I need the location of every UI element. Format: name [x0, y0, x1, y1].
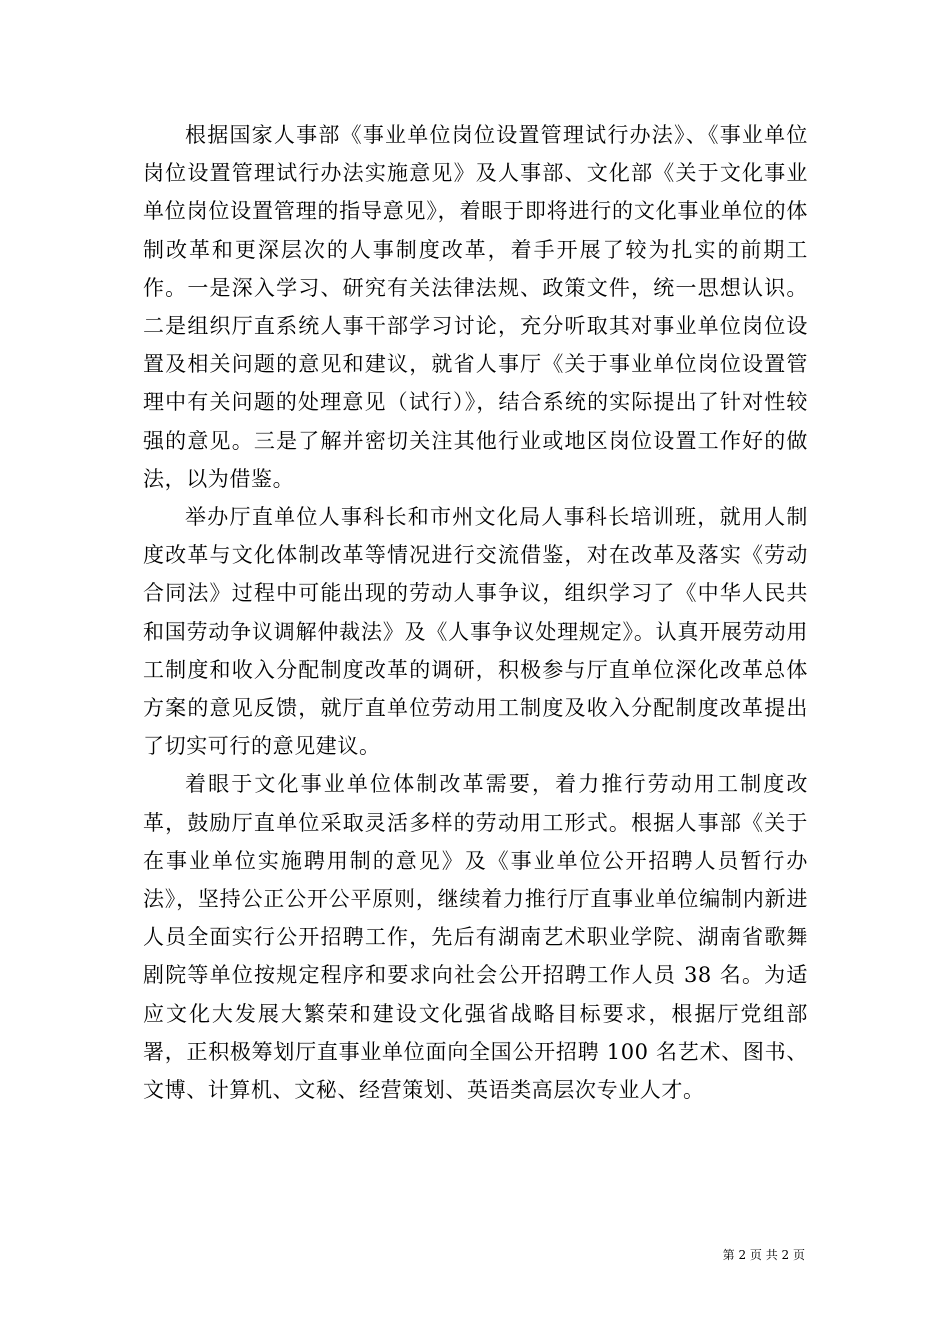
- paragraph-3: 着眼于文化事业单位体制改革需要，着力推行劳动用工制度改革，鼓励厅直单位采取灵活多样的劳动用工形式。根据人事部《关于在事业单位实施聘用制的意见》及《事业单位公开招聘人员暂行办法》，坚持公正公开公平原则，继续着力推行厅直事业单位编制内新进人员全面实行公开招聘工作，先后有湖南艺术职业学院、湖南省歌舞剧院等单位按规定程序和要求向社会公开招聘工作人员 38 名。为适应文化大发展大繁荣和建设文化强省战略目标要求，根据厅党组部署，正积极筹划厅直事业单位面向全国公开招聘 100 名艺术、图书、文博、计算机、文秘、经营策划、英语类高层次专业人才。: [143, 772, 808, 1103]
- paragraph-2: 举办厅直单位人事科长和市州文化局人事科长培训班，就用人制度改革与文化体制改革等情况进行交流借鉴，对在改革及落实《劳动合同法》过程中可能出现的劳动人事争议，组织学习了《中华人民共和国劳动争议调解仲裁法》及《人事争议处理规定》。认真开展劳动用工制度和收入分配制度改革的调研，积极参与厅直单位深化改革总体方案的意见反馈，就厅直单位劳动用工制度及收入分配制度改革提出了切实可行的意见建议。: [143, 505, 808, 759]
- page-number-footer: 第 2 页 共 2 页: [722, 1248, 805, 1262]
- paragraph-1: 根据国家人事部《事业单位岗位设置管理试行办法》、《事业单位岗位设置管理试行办法实施意见》及人事部、文化部《关于文化事业单位岗位设置管理的指导意见》，着眼于即将进行的文化事业单位的体制改革和更深层次的人事制度改革，着手开展了较为扎实的前期工作。一是深入学习、研究有关法律法规、政策文件，统一思想认识。二是组织厅直系统人事干部学习讨论，充分听取其对事业单位岗位设置及相关问题的意见和建议，就省人事厅《关于事业单位岗位设置管理中有关问题的处理意见（试行）》，结合系统的实际提出了针对性较强的意见。三是了解并密切关注其他行业或地区岗位设置工作好的做法，以为借鉴。: [143, 123, 808, 491]
- document-body: [143, 116, 808, 1109]
